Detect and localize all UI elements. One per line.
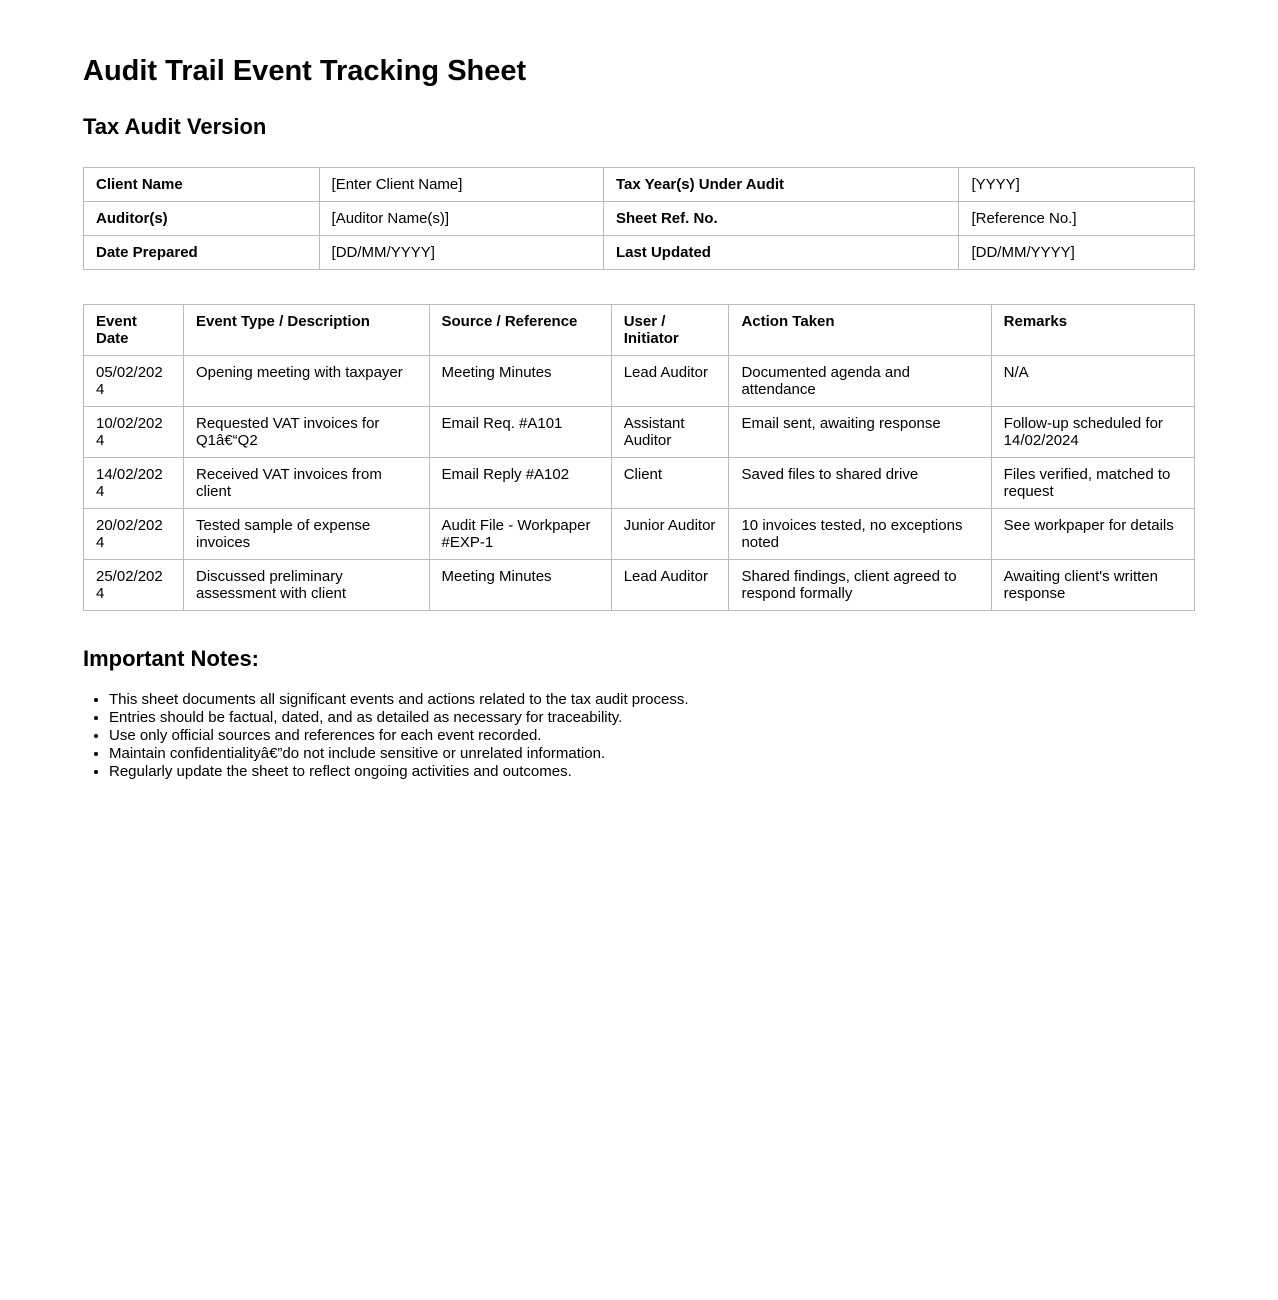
metadata-row — [84, 168, 1195, 202]
metadata-row — [84, 202, 1195, 236]
cell-remarks: Awaiting client's written response — [991, 560, 1194, 611]
meta-label-last-updated: Last Updated — [603, 236, 959, 270]
cell-description: Requested VAT invoices for Q1â€“Q2 — [183, 407, 429, 458]
cell-event-date: 10/02/2024 — [84, 407, 184, 458]
meta-label-tax-years: Tax Year(s) Under Audit — [603, 168, 959, 202]
note-item: • Regularly update the sheet to reflect ongoing activities and outcomes. — [109, 763, 1195, 781]
cell-action: Documented agenda and attendance — [729, 356, 991, 407]
cell-event-date: 20/02/2024 — [84, 509, 184, 560]
meta-value-auditors: [Auditor Name(s)] — [319, 202, 603, 236]
page-subtitle: Tax Audit Version — [83, 113, 267, 139]
meta-label-sheet-ref: Sheet Ref. No. — [603, 202, 959, 236]
meta-label-auditors: Auditor(s) — [84, 202, 320, 236]
cell-description: Discussed preliminary assessment with client — [183, 560, 429, 611]
cell-user: Assistant Auditor — [611, 407, 729, 458]
cell-user: Lead Auditor — [611, 560, 729, 611]
page-title: Audit Trail Event Tracking Sheet — [83, 55, 527, 87]
metadata-table — [83, 167, 1195, 270]
cell-description: Received VAT invoices from client — [183, 458, 429, 509]
table-row — [84, 407, 1195, 458]
table-row — [84, 458, 1195, 509]
metadata-row — [84, 236, 1195, 270]
cell-remarks: Follow-up scheduled for 14/02/2024 — [991, 407, 1194, 458]
cell-event-date: 05/02/2024 — [84, 356, 184, 407]
table-row — [84, 560, 1195, 611]
column-header-event-date: Event Date — [84, 305, 184, 356]
cell-event-date: 25/02/2024 — [84, 560, 184, 611]
events-table — [83, 304, 1195, 611]
cell-event-date: 14/02/2024 — [84, 458, 184, 509]
events-header-row — [84, 305, 1195, 356]
meta-value-client-name: [Enter Client Name] — [319, 168, 603, 202]
meta-label-date-prepared: Date Prepared — [84, 236, 320, 270]
column-header-remarks: Remarks — [991, 305, 1194, 356]
cell-action: 10 invoices tested, no exceptions noted — [729, 509, 991, 560]
cell-source: Meeting Minutes — [429, 356, 611, 407]
note-item: • This sheet documents all significant events and actions related to the tax audit process. — [109, 691, 1195, 709]
meta-label-client-name: Client Name — [84, 168, 320, 202]
cell-remarks: Files verified, matched to request — [991, 458, 1194, 509]
meta-value-tax-years: [YYYY] — [959, 168, 1195, 202]
note-item: • Maintain confidentialityâ€”do not include sensitive or unrelated information. — [109, 745, 1195, 763]
cell-description: Tested sample of expense invoices — [183, 509, 429, 560]
note-item: • Entries should be factual, dated, and as detailed as necessary for traceability. — [109, 709, 1195, 727]
cell-remarks: See workpaper for details — [991, 509, 1194, 560]
column-header-source: Source / Reference — [429, 305, 611, 356]
cell-source: Meeting Minutes — [429, 560, 611, 611]
cell-action: Shared findings, client agreed to respond formally — [729, 560, 991, 611]
cell-action: Saved files to shared drive — [729, 458, 991, 509]
note-item: • Use only official sources and references for each event recorded. — [109, 727, 1195, 745]
table-row — [84, 509, 1195, 560]
notes-heading: Important Notes: — [83, 646, 259, 672]
meta-value-last-updated: [DD/MM/YYYY] — [959, 236, 1195, 270]
cell-remarks: N/A — [991, 356, 1194, 407]
meta-value-sheet-ref: [Reference No.] — [959, 202, 1195, 236]
column-header-user: User / Initiator — [611, 305, 729, 356]
cell-source: Email Req. #A101 — [429, 407, 611, 458]
cell-user: Client — [611, 458, 729, 509]
notes-list — [83, 691, 1195, 781]
cell-user: Lead Auditor — [611, 356, 729, 407]
cell-source: Email Reply #A102 — [429, 458, 611, 509]
meta-value-date-prepared: [DD/MM/YYYY] — [319, 236, 603, 270]
table-row — [84, 356, 1195, 407]
cell-user: Junior Auditor — [611, 509, 729, 560]
cell-action: Email sent, awaiting response — [729, 407, 991, 458]
cell-source: Audit File - Workpaper #EXP-1 — [429, 509, 611, 560]
cell-description: Opening meeting with taxpayer — [183, 356, 429, 407]
column-header-action: Action Taken — [729, 305, 991, 356]
column-header-event-type: Event Type / Description — [183, 305, 429, 356]
